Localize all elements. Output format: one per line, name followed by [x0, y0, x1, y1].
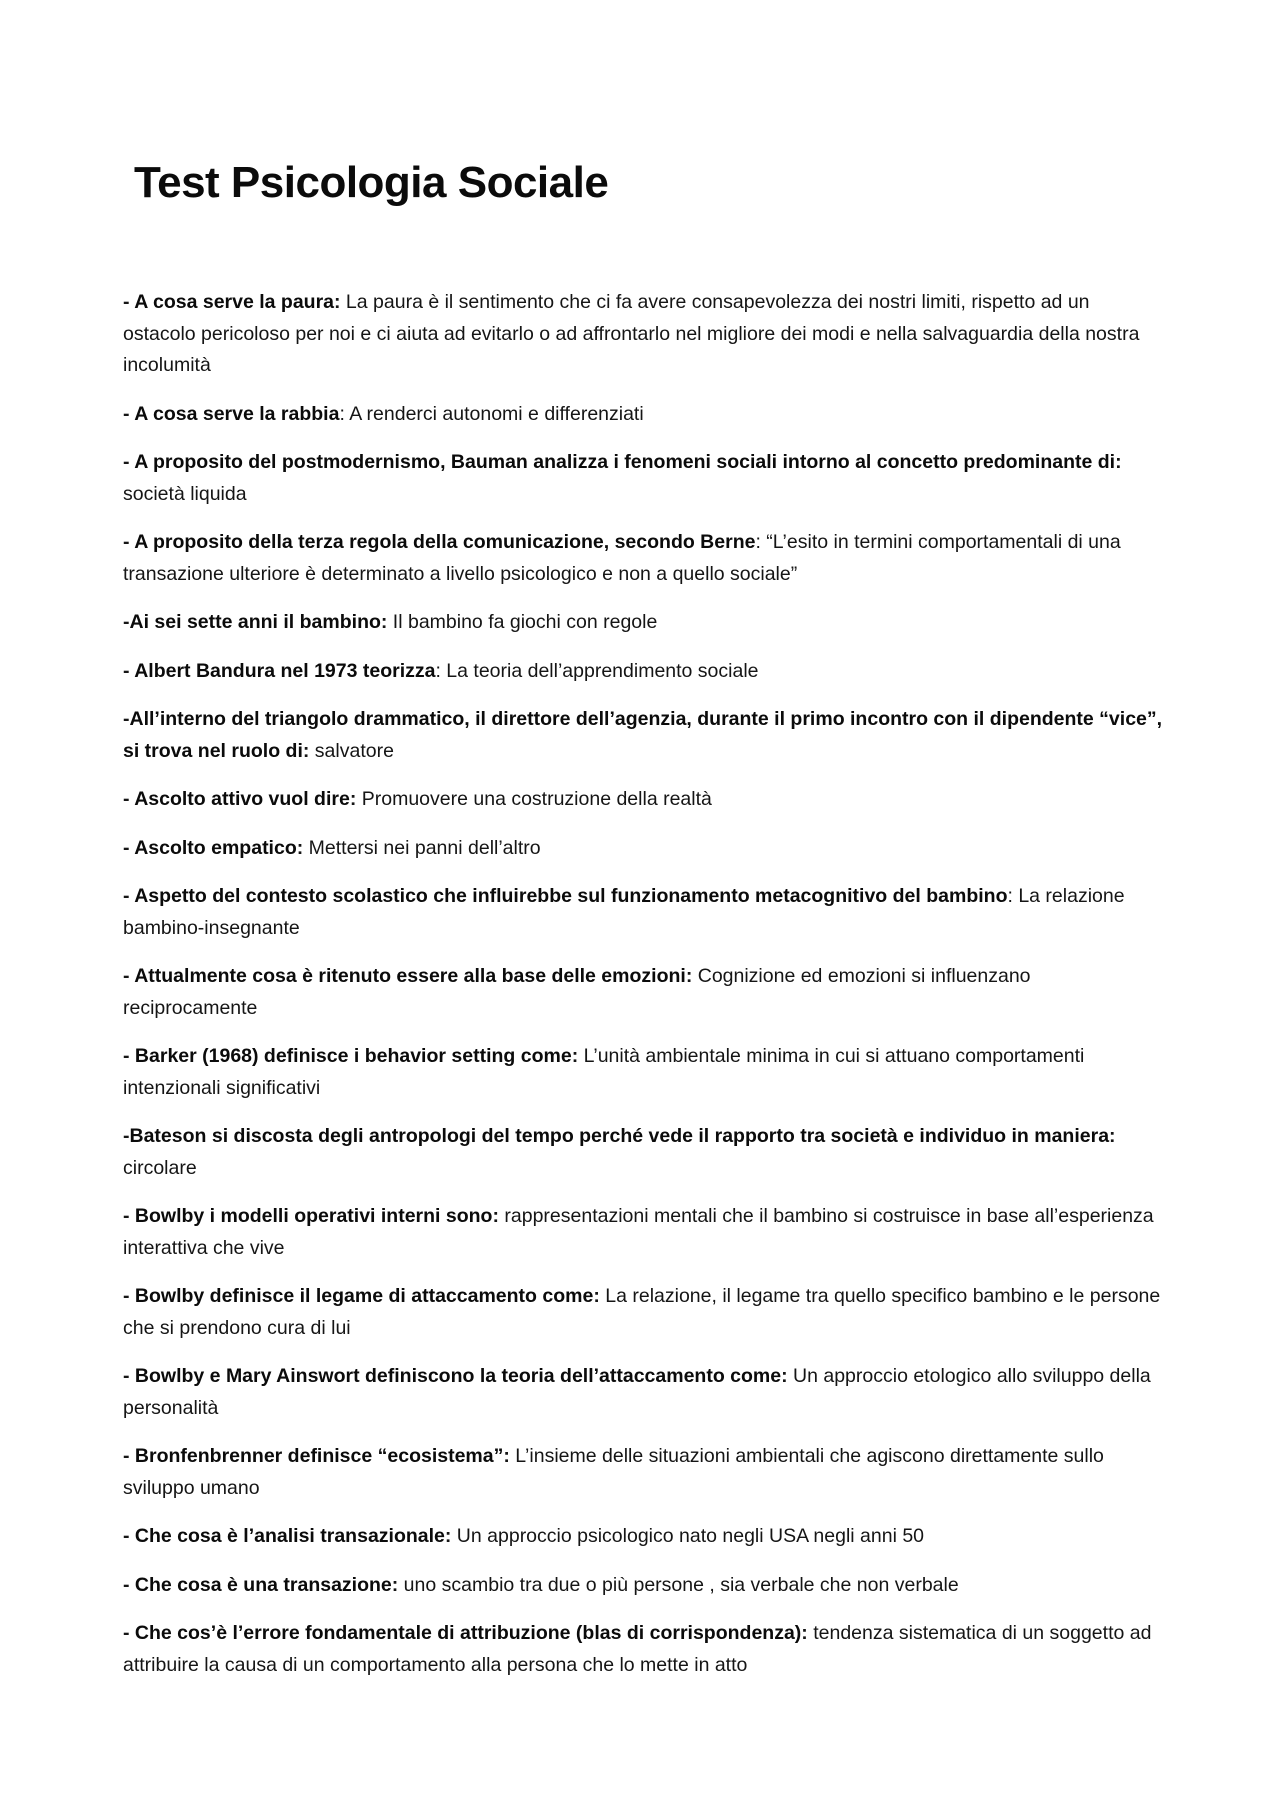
qa-question: Che cosa è una transazione [134, 1573, 392, 1596]
qa-answer: società liquida [123, 482, 247, 505]
qa-answer: A renderci autonomi e differenziati [344, 402, 644, 425]
qa-answer: La paura è il sentimento che ci fa avere consapevolezza dei nostri limiti, rispetto ad un ostacolo pericoloso per noi e ci aiuta ad evitarlo o ad affrontarlo nel migliore dei modi e nella salvaguardia della nostra incolumità [123, 291, 1140, 376]
qa-item [123, 1441, 1163, 1504]
qa-answer: L’unità ambientale minima in cui si attuano comportamenti intenzionali significativi [123, 1045, 1085, 1099]
qa-separator: : [492, 1205, 499, 1227]
qa-question: A cosa serve la paura [134, 291, 335, 313]
qa-answer: rappresentazioni mentali che il bambino si costruisce in base all’esperienza interattiva che vive [123, 1205, 1154, 1259]
qa-answer: Un approccio psicologico nato negli USA negli anni 50 [451, 1525, 925, 1547]
qa-item [123, 1281, 1163, 1344]
qa-answer: Promuovere una costruzione della realtà [356, 788, 712, 810]
qa-item [123, 833, 1163, 865]
qa-answer: “L’esito in termini comportamentali di una transazione ulteriore è determinato a livello psicologico e non a quello sociale” [123, 531, 1121, 585]
qa-question: Ascolto empatico [134, 836, 297, 859]
qa-prefix: - [123, 1445, 135, 1467]
qa-separator: : [503, 1445, 510, 1467]
qa-prefix: - [123, 965, 135, 987]
qa-prefix: - [123, 1125, 130, 1147]
qa-prefix: - [123, 1045, 135, 1067]
qa-item [123, 287, 1163, 382]
qa-question: A proposito del postmodernismo, Bauman analizza i fenomeni sociali intorno al concetto predominante di [134, 451, 1116, 473]
qa-question: Attualmente cosa è ritenuto essere alla base delle emozioni [134, 965, 686, 987]
qa-question: Bowlby definisce il legame di attaccamento come [134, 1285, 594, 1307]
qa-item [123, 961, 1163, 1024]
qa-separator: : [593, 1285, 600, 1307]
qa-item [123, 1201, 1163, 1264]
qa-question: Ai sei sette anni il bambino [129, 611, 381, 633]
qa-prefix: - [123, 1622, 135, 1644]
qa-separator: : [349, 788, 357, 810]
qa-answer: tendenza sistematica di un soggetto ad attribuire la causa di un comportamento alla persona che lo mette in atto [123, 1622, 1152, 1676]
qa-answer: Un approccio etologico allo sviluppo della personalità [123, 1365, 1151, 1419]
qa-prefix: - [123, 531, 135, 553]
qa-separator: : [334, 291, 341, 313]
qa-separator: : [801, 1622, 808, 1644]
qa-separator: : [755, 531, 761, 553]
qa-question: Aspetto del contesto scolastico che influirebbe sul funzionamento metacognitivo del bambino [134, 885, 1008, 907]
qa-answer: Il bambino fa giochi con regole [387, 611, 658, 633]
qa-item [123, 1361, 1163, 1424]
qa-question: Bowlby e Mary Ainswort definiscono la teoria dell’attaccamento come [134, 1365, 782, 1387]
qa-separator: : [1109, 1125, 1116, 1147]
qa-separator: : [1007, 885, 1013, 907]
qa-prefix: - [123, 885, 135, 907]
qa-answer: Mettersi nei panni dell’altro [303, 836, 541, 859]
qa-separator: : [781, 1365, 788, 1387]
qa-item [123, 527, 1163, 590]
qa-separator: : [302, 739, 310, 762]
qa-question: Ascolto attivo vuol dire [134, 788, 350, 810]
document-title: Test Psicologia Sociale [134, 158, 609, 207]
qa-item [123, 447, 1163, 510]
qa-separator: : [435, 659, 441, 682]
qa-question: A cosa serve la rabbia [134, 402, 340, 425]
qa-answer: Cognizione ed emozioni si influenzano reciprocamente [123, 965, 1031, 1019]
qa-prefix: - [123, 1573, 135, 1596]
qa-separator: : [444, 1525, 452, 1547]
qa-item [123, 399, 1163, 431]
qa-answer: L’insieme delle situazioni ambientali che agiscono direttamente sullo sviluppo umano [123, 1445, 1104, 1499]
qa-item [123, 607, 1163, 639]
qa-answer: uno scambio tra due o più persone , sia verbale che non verbale [398, 1573, 959, 1596]
qa-answer: salvatore [309, 739, 394, 762]
qa-prefix: - [123, 402, 135, 425]
qa-separator: : [685, 965, 693, 987]
qa-answer: circolare [123, 1156, 197, 1179]
qa-question: Che cosa è l’analisi transazionale [134, 1525, 445, 1547]
qa-prefix: - [123, 659, 135, 682]
qa-question: Bronfenbrenner definisce “ecosistema” [134, 1445, 504, 1467]
qa-question: A proposito della terza regola della comunicazione, secondo Berne [134, 531, 756, 553]
qa-item [123, 704, 1163, 767]
qa-prefix: - [123, 1285, 135, 1307]
qa-separator: : [571, 1045, 579, 1067]
qa-item [123, 656, 1163, 688]
qa-item [123, 1570, 1163, 1602]
qa-item [123, 784, 1163, 816]
qa-item [123, 1521, 1163, 1553]
qa-question: Albert Bandura nel 1973 teorizza [134, 659, 436, 682]
qa-question: Barker (1968) definisce i behavior setting come [134, 1045, 572, 1067]
qa-separator: : [391, 1573, 399, 1596]
qa-answer: La relazione, il legame tra quello specifico bambino e le persone che si prendono cura di lui [123, 1285, 1161, 1339]
qa-answer: La teoria dell’apprendimento sociale [440, 659, 759, 682]
question-answer-list [123, 287, 1163, 1698]
qa-separator: : [296, 836, 304, 859]
qa-answer: La relazione bambino-insegnante [123, 885, 1125, 939]
qa-item [123, 1618, 1163, 1681]
qa-separator: : [1115, 451, 1122, 473]
qa-prefix: - [123, 836, 135, 859]
qa-separator: : [339, 402, 345, 425]
qa-question: Bowlby i modelli operativi interni sono [134, 1205, 493, 1227]
qa-prefix: - [123, 1365, 135, 1387]
qa-prefix: - [123, 1525, 135, 1547]
qa-separator: : [380, 611, 388, 633]
qa-question: Che cos’è l’errore fondamentale di attribuzione (blas di corrispondenza) [134, 1622, 802, 1644]
qa-item [123, 881, 1163, 944]
qa-prefix: - [123, 291, 135, 313]
qa-prefix: - [123, 788, 135, 810]
qa-prefix: - [123, 611, 130, 633]
qa-prefix: - [123, 708, 130, 730]
qa-item [123, 1121, 1163, 1184]
qa-question: Bateson si discosta degli antropologi del tempo perché vede il rapporto tra società e individuo in maniera [129, 1125, 1110, 1147]
qa-prefix: - [123, 451, 135, 473]
qa-item [123, 1041, 1163, 1104]
qa-question: All’interno del triangolo drammatico, il direttore dell’agenzia, durante il primo incontro con il dipendente “vice”, si trova nel ruolo di [123, 708, 1163, 762]
qa-prefix: - [123, 1205, 135, 1227]
